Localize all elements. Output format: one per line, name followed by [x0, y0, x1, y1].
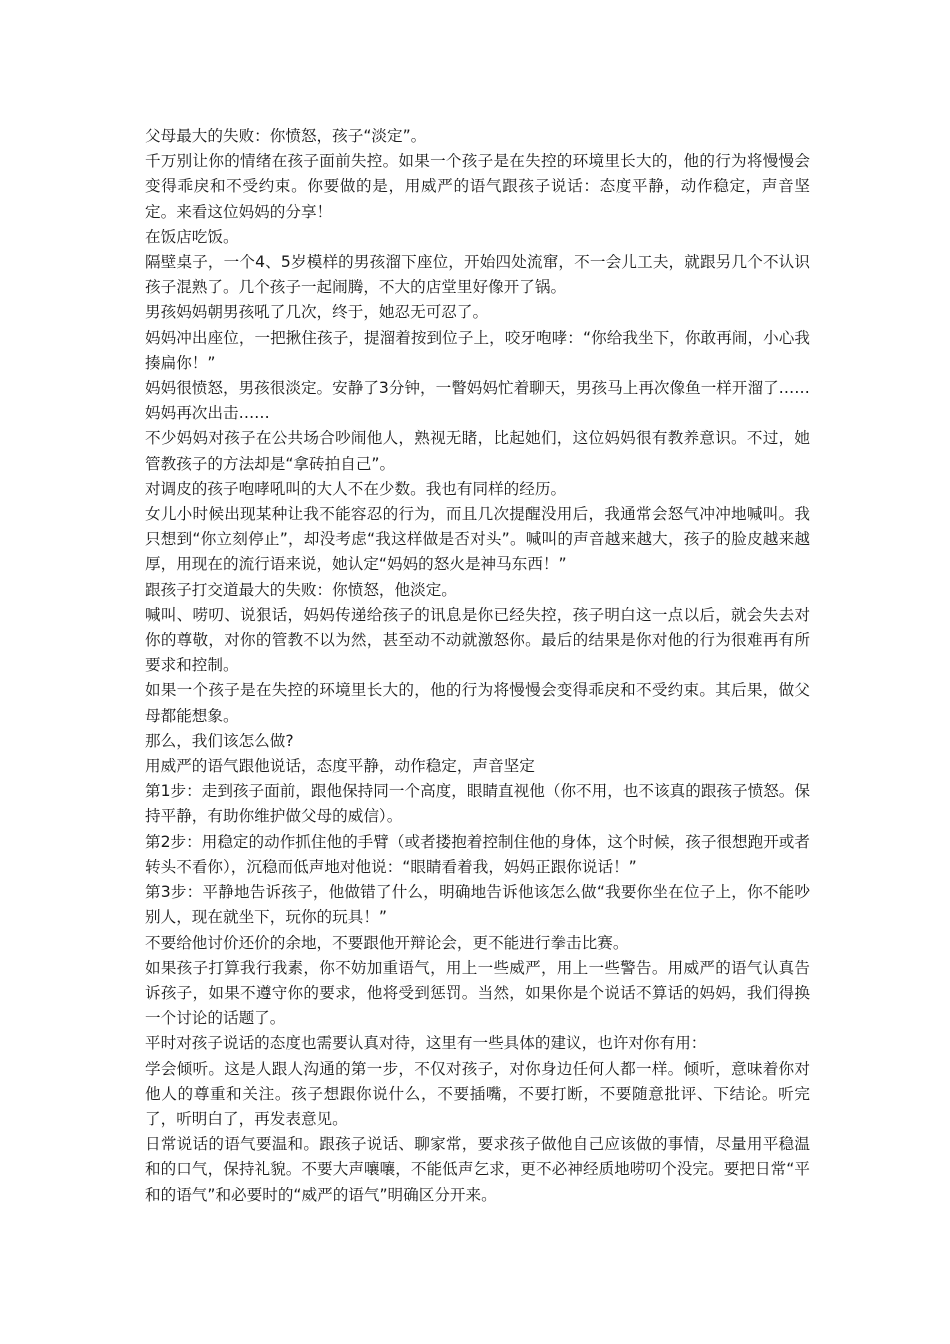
- paragraph: 男孩妈妈朝男孩吼了几次，终于，她忍无可忍了。: [145, 303, 489, 322]
- paragraph: 那么，我们该怎么做?: [145, 731, 294, 750]
- paragraph: 妈妈冲出座位，一把揪住孩子，提溜着按到位子上，咬牙咆哮：“你给我坐下，你敢再闹，小心我揍扁你！”: [145, 328, 810, 372]
- step-2-paragraph: 第2步：用稳定的动作抓住他的手臂（或者搂抱着控制住他的身体，这个时候，孩子很想跑开或者转头不看你），沉稳而低声地对他说：“眼睛看着我，妈妈正跟你说话！”: [145, 832, 810, 876]
- document-body: [145, 124, 810, 1208]
- paragraph-title: 父母最大的失败：你愤怒，孩子“淡定”。: [145, 127, 427, 145]
- paragraph: 平时对孩子说话的态度也需要认真对待，这里有一些具体的建议，也许对你有用：: [145, 1034, 707, 1053]
- step-1-paragraph: 第1步：走到孩子面前，跟他保持同一个高度，眼睛直视他（你不用，也不该真的跟孩子愤怒。保持平静，有助你维护做父母的威信）。: [145, 782, 810, 826]
- paragraph: 在饭店吃饭。: [145, 227, 239, 246]
- paragraph: 千万别让你的情绪在孩子面前失控。如果一个孩子是在失控的环境里长大的，他的行为将慢慢会变得乖戾和不受约束。你要做的是，用威严的语气跟孩子说话：态度平静，动作稳定，声音坚定。来看这位妈妈的分享！: [145, 152, 810, 221]
- paragraph: 如果一个孩子是在失控的环境里长大的，他的行为将慢慢会变得乖戾和不受约束。其后果，做父母都能想象。: [145, 681, 810, 725]
- paragraph: 不少妈妈对孩子在公共场合吵闹他人，熟视无睹，比起她们，这位妈妈很有教养意识。不过，她管教孩子的方法却是“拿砖拍自己”。: [145, 429, 810, 473]
- paragraph: 喊叫、唠叨、说狠话，妈妈传递给孩子的讯息是你已经失控，孩子明白这一点以后，就会失去对你的尊敬，对你的管教不以为然，甚至动不动就激怒你。最后的结果是你对他的行为很难再有所要求和控制。: [145, 605, 810, 675]
- paragraph: 跟孩子打交道最大的失败：你愤怒，他淡定。: [145, 580, 457, 599]
- paragraph: 女儿小时候出现某种让我不能容忍的行为，而且几次提醒没用后，我通常会怒气冲冲地喊叫。我只想到“你立刻停止”，却没考虑“我这样做是否对头”。喊叫的声音越来越大，孩子的脸皮越来越厚，用现在的流行语来说，她认定“妈妈的怒火是神马东西！”: [145, 505, 810, 574]
- paragraph: 用威严的语气跟他说话，态度平静，动作稳定，声音坚定: [145, 757, 535, 776]
- paragraph: 如果孩子打算我行我素，你不妨加重语气，用上一些威严，用上一些警告。用威严的语气认真告诉孩子，如果不遵守你的要求，他将受到惩罚。当然，如果你是个说话不算话的妈妈，我们得换一个讨论的话题了。: [145, 958, 810, 1028]
- paragraph: 对调皮的孩子咆哮吼叫的大人不在少数。我也有同样的经历。: [145, 479, 567, 498]
- paragraph: 学会倾听。这是人跟人沟通的第一步，不仅对孩子，对你身边任何人都一样。倾听，意味着你对他人的尊重和关注。孩子想跟你说什么，不要插嘴，不要打断，不要随意批评、下结论。听完了，听明白了，再发表意见。: [145, 1059, 810, 1128]
- paragraph: 不要给他讨价还价的余地，不要跟他开辩论会，更不能进行拳击比赛。: [145, 933, 629, 952]
- paragraph: 日常说话的语气要温和。跟孩子说话、聊家常，要求孩子做他自己应该做的事情，尽量用平稳温和的口气，保持礼貌。不要大声嚷嚷，不能低声乞求，更不必神经质地唠叨个没完。要把日常“平和的语气”和必要时的“威严的语气”明确区分开来。: [145, 1135, 810, 1204]
- step-3-paragraph: 第3步：平静地告诉孩子，他做错了什么，明确地告诉他该怎么做“我要你坐在位子上，你不能吵别人，现在就坐下，玩你的玩具！”: [145, 883, 810, 927]
- paragraph: 隔壁桌子，一个4、5岁模样的男孩溜下座位，开始四处流窜，不一会儿工夫，就跟另几个不认识孩子混熟了。几个孩子一起闹腾，不大的店堂里好像开了锅。: [145, 253, 810, 297]
- paragraph: 妈妈再次出击……: [145, 404, 270, 423]
- paragraph: 妈妈很愤怒，男孩很淡定。安静了3分钟，一瞥妈妈忙着聊天，男孩马上再次像鱼一样开溜了……: [145, 379, 810, 398]
